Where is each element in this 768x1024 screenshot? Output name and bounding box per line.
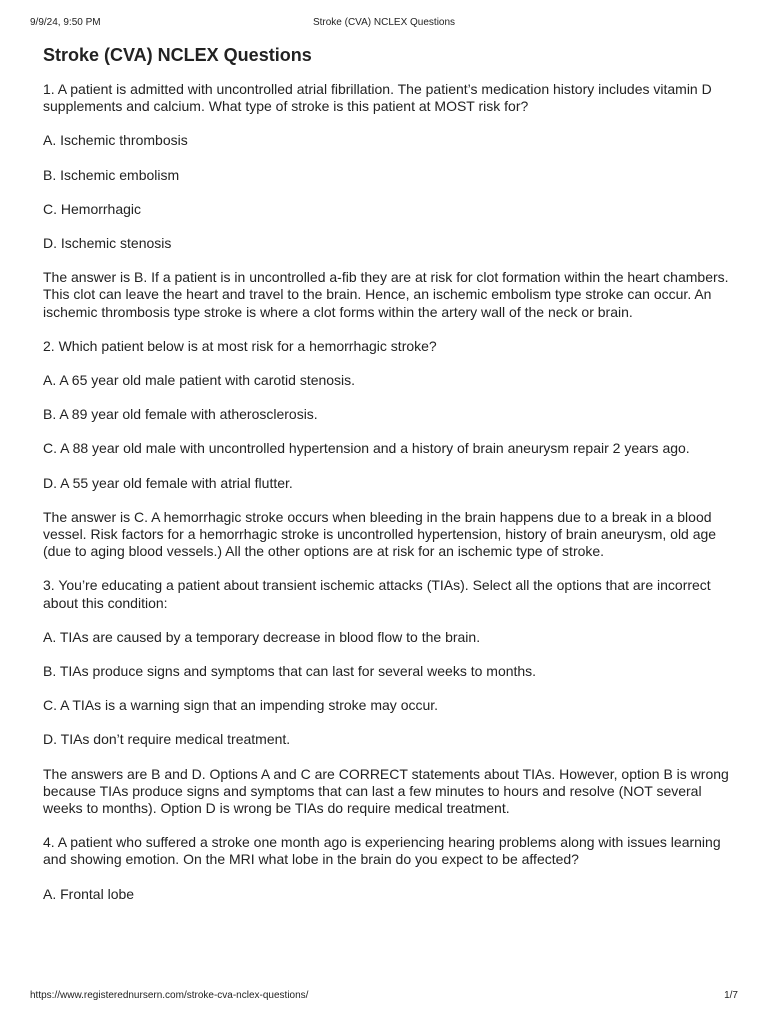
page-url: https://www.registerednursern.com/stroke-cva-nclex-questions/ bbox=[30, 990, 309, 1001]
question-4-option-a: A. Frontal lobe bbox=[43, 885, 135, 902]
question-2-option-d: D. A 55 year old female with atrial flutter. bbox=[43, 474, 293, 491]
question-3-option-c: C. A TIAs is a warning sign that an impending stroke may occur. bbox=[43, 697, 439, 714]
question-1-option-a: A. Ischemic thrombosis bbox=[43, 132, 188, 149]
page-title: Stroke (CVA) NCLEX Questions bbox=[43, 45, 312, 65]
question-4-stem: 4. A patient who suffered a stroke one month ago is experiencing hearing problems along with issues learning and showing emotion. On the MRI what lobe in the brain do you expect to be affected? bbox=[43, 834, 721, 868]
article-content bbox=[43, 44, 733, 920]
question-3-option-d: D. TIAs don’t require medical treatment. bbox=[43, 731, 291, 748]
question-2-option-b: B. A 89 year old female with atherosclerosis. bbox=[43, 406, 318, 423]
print-footer bbox=[30, 990, 738, 1006]
question-3-option-a: A. TIAs are caused by a temporary decrease in blood flow to the brain. bbox=[43, 628, 481, 645]
question-2-option-c: C. A 88 year old male with uncontrolled hypertension and a history of brain aneurysm repair 2 years ago. bbox=[43, 440, 690, 457]
question-1-stem: 1. A patient is admitted with uncontrolled atrial fibrillation. The patient’s medication history includes vitamin D supplements and calcium. What type of stroke is this patient at MOST risk for? bbox=[43, 81, 712, 115]
question-3-answer: The answers are B and D. Options A and C are CORRECT statements about TIAs. However, option B is wrong because TIAs produce signs and symptoms that can last a few minutes to hours and resolve (NOT several weeks to months). Option D is wrong be TIAs do require medical treatment. bbox=[43, 765, 729, 817]
question-1-option-d: D. Ischemic stenosis bbox=[43, 235, 172, 252]
question-1-answer: The answer is B. If a patient is in uncontrolled a-fib they are at risk for clot formation within the heart chambers. This clot can leave the heart and travel to the brain. Hence, an ischemic embolism type stroke can occur. An ischemic thrombosis type stroke is where a clot forms within the artery wall of the neck or brain. bbox=[43, 269, 729, 320]
question-2-stem: 2. Which patient below is at most risk for a hemorrhagic stroke? bbox=[43, 337, 437, 354]
question-1-option-c: C. Hemorrhagic bbox=[43, 200, 142, 217]
question-3-stem: 3. You’re educating a patient about transient ischemic attacks (TIAs). Select all the options that are incorrect about this condition: bbox=[43, 577, 711, 611]
print-doc-title: Stroke (CVA) NCLEX Questions bbox=[312, 17, 456, 28]
question-2-option-a: A. A 65 year old male patient with carotid stenosis. bbox=[43, 372, 356, 389]
page-number: 1/7 bbox=[724, 990, 738, 1001]
print-header bbox=[30, 17, 738, 33]
question-2-answer: The answer is C. A hemorrhagic stroke occurs when bleeding in the brain happens due to a break in a blood vessel. Risk factors for a hemorrhagic stroke is uncontrolled hypertension, history of brain aneurysm, old age (due to aging blood vessels.) All the other options are at risk for an ischemic type of stroke. bbox=[43, 508, 717, 560]
question-3-option-b: B. TIAs produce signs and symptoms that can last for several weeks to months. bbox=[43, 663, 537, 680]
question-1-option-b: B. Ischemic embolism bbox=[43, 166, 180, 183]
print-datetime: 9/9/24, 9:50 PM bbox=[30, 17, 101, 28]
